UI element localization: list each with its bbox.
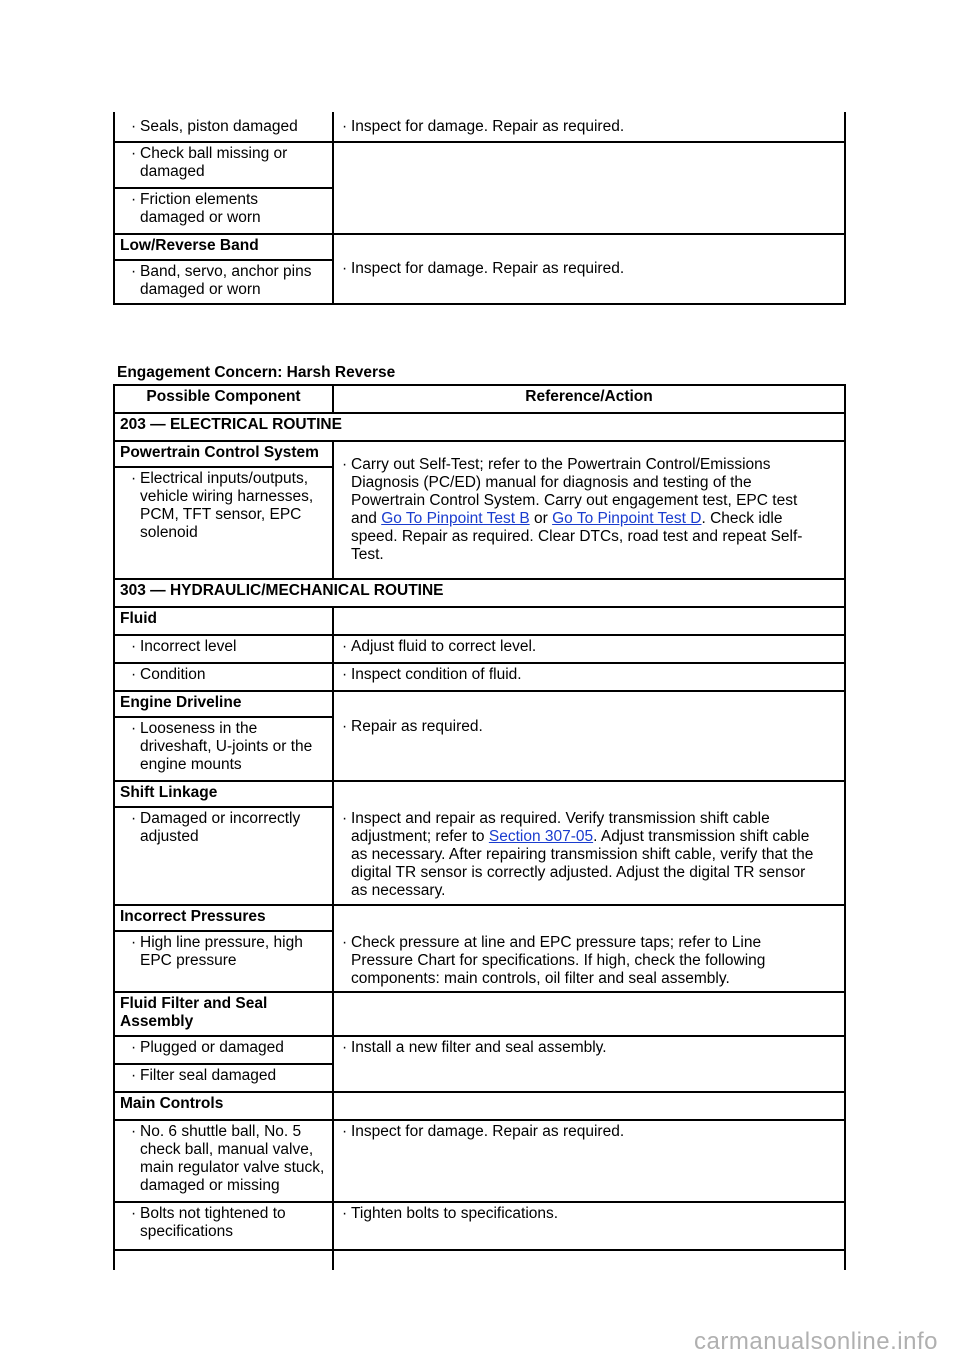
component-cell: · Filter seal damaged bbox=[114, 1064, 333, 1092]
action-cell-empty bbox=[333, 1250, 845, 1270]
component-cell: · No. 6 shuttle ball, No. 5 check ball, manual valve, main regulator valve stuck, damaged or missing bbox=[114, 1120, 333, 1202]
action-text: Repair as required. bbox=[351, 718, 483, 735]
section-header: Fluid bbox=[114, 607, 333, 635]
component-text: Bolts not tightened to specifications bbox=[140, 1205, 286, 1240]
section-307-05-link[interactable]: Section 307-05 bbox=[488, 828, 594, 845]
action-text: Inspect for damage. Repair as required. bbox=[351, 259, 625, 277]
action-text: Install a new filter and seal assembly. bbox=[351, 1039, 607, 1056]
action-cell: · Repair as required. bbox=[333, 691, 845, 781]
component-text: Incorrect level bbox=[140, 638, 237, 655]
component-text: Plugged or damaged bbox=[140, 1039, 284, 1056]
column-header: Reference/Action bbox=[333, 385, 845, 413]
action-cell: · Carry out Self-Test; refer to the Powertrain Control/Emissions Diagnosis (PC/ED) manual for diagnosis and testing of the Powertrain Control System. Carry out engagement test, EPC test and Go To Pinpoint Test B or Go To Pinpoint Test D. Check idle speed. Repair as required. Clear DTCs, road test and repeat Self-Test. bbox=[333, 441, 845, 579]
component-cell: · Bolts not tightened to specifications bbox=[114, 1202, 333, 1250]
action-cell-empty bbox=[333, 1092, 845, 1120]
section-header: Powertrain Control System bbox=[114, 441, 333, 467]
component-cell: · High line pressure, high EPC pressure bbox=[114, 931, 333, 992]
action-cell-empty bbox=[333, 607, 845, 635]
section-header: Shift Linkage bbox=[114, 781, 333, 807]
component-cell: · Band, servo, anchor pins damaged or worn bbox=[114, 260, 333, 304]
section-header: Main Controls bbox=[114, 1092, 333, 1120]
action-text: Carry out Self-Test; refer to the Powertrain Control/Emissions Diagnosis (PC/ED) manual for diagnosis and testing of the Powertrain Control System. Carry out engagement test, EPC test and Go To Pinpoint Test B or Go To Pinpoint Test D. Check idle speed. Repair as required. Clear DTCs, road test and repeat Self-Test. bbox=[351, 456, 803, 563]
action-text: Tighten bolts to specifications. bbox=[351, 1205, 559, 1222]
action-text: Inspect and repair as required. Verify transmission shift cable adjustment; refer to Section 307-05. Adjust transmission shift cable as necessary. After repairing transmission shift cable, verify that the digital TR sensor is correctly adjusted. Adjust the digital TR sensor as necessary. bbox=[351, 810, 814, 899]
continuation-table bbox=[113, 112, 846, 305]
section-header: Incorrect Pressures bbox=[114, 905, 333, 931]
action-cell-empty bbox=[333, 142, 845, 234]
component-text: Electrical inputs/outputs, vehicle wiring harnesses, PCM, TFT sensor, EPC solenoid bbox=[140, 470, 314, 541]
action-cell: · Inspect condition of fluid. bbox=[333, 663, 845, 691]
component-cell: · Incorrect level bbox=[114, 635, 333, 663]
component-text: Damaged or incorrectly adjusted bbox=[140, 810, 301, 845]
action-cell: · Check pressure at line and EPC pressure taps; refer to Line Pressure Chart for specifications. If high, check the following components: main controls, oil filter and seal assembly. bbox=[333, 905, 845, 992]
component-text: No. 6 shuttle ball, No. 5 check ball, manual valve, main regulator valve stuck, damaged or missing bbox=[140, 1123, 325, 1194]
action-cell: · Inspect for damage. Repair as required. bbox=[333, 1120, 845, 1202]
action-cell: · Inspect for damage. Repair as required. bbox=[333, 112, 845, 142]
component-cell: · Friction elements damaged or worn bbox=[114, 188, 333, 234]
component-cell: · Damaged or incorrectly adjusted bbox=[114, 807, 333, 905]
component-cell: · Looseness in the driveshaft, U-joints or the engine mounts bbox=[114, 717, 333, 781]
action-text: Inspect condition of fluid. bbox=[351, 666, 522, 683]
action-text: Check pressure at line and EPC pressure taps; refer to Line Pressure Chart for specifications. If high, check the following components: main controls, oil filter and seal assembly. bbox=[351, 934, 766, 987]
action-cell: · Tighten bolts to specifications. bbox=[333, 1202, 845, 1250]
table-caption: Engagement Concern: Harsh Reverse bbox=[117, 364, 396, 381]
component-text: Check ball missing or damaged bbox=[140, 145, 288, 180]
component-text: High line pressure, high EPC pressure bbox=[140, 934, 303, 970]
component-text: Filter seal damaged bbox=[140, 1067, 277, 1084]
pinpoint-test-b-link[interactable]: Go To Pinpoint Test B bbox=[381, 510, 530, 527]
component-cell: · Check ball missing or damaged bbox=[114, 142, 333, 188]
component-cell: · Plugged or damaged bbox=[114, 1036, 333, 1064]
action-cell: · Inspect for damage. Repair as required. bbox=[333, 234, 845, 304]
routine-header: 203 — ELECTRICAL ROUTINE bbox=[114, 413, 845, 441]
component-cell-empty bbox=[114, 1250, 333, 1270]
routine-header: 303 — HYDRAULIC/MECHANICAL ROUTINE bbox=[114, 579, 845, 607]
component-text: Band, servo, anchor pins damaged or worn bbox=[140, 263, 312, 298]
component-text: Condition bbox=[140, 666, 206, 683]
component-text: Seals, piston damaged bbox=[140, 118, 298, 135]
action-text: Adjust fluid to correct level. bbox=[351, 638, 537, 655]
action-cell: · Adjust fluid to correct level. bbox=[333, 635, 845, 663]
component-text: Looseness in the driveshaft, U-joints or the engine mounts bbox=[140, 720, 313, 773]
component-text: Friction elements damaged or worn bbox=[140, 191, 261, 226]
column-header: Possible Component bbox=[114, 385, 333, 413]
section-header: Engine Driveline bbox=[114, 691, 333, 717]
component-cell: · Condition bbox=[114, 663, 333, 691]
diagnostic-table bbox=[113, 384, 846, 1270]
action-cell: · Inspect and repair as required. Verify transmission shift cable adjustment; refer to Section 307-05. Adjust transmission shift cable as necessary. After repairing transmission shift cable, verify that the digital TR sensor is correctly adjusted. Adjust the digital TR sensor as necessary. bbox=[333, 781, 845, 905]
watermark: carmanualsonline.info bbox=[694, 1328, 938, 1355]
component-cell: · Electrical inputs/outputs, vehicle wiring harnesses, PCM, TFT sensor, EPC solenoid bbox=[114, 467, 333, 579]
pinpoint-test-d-link[interactable]: Go To Pinpoint Test D bbox=[552, 510, 702, 527]
component-cell: · Seals, piston damaged bbox=[114, 112, 333, 142]
section-header: Fluid Filter and Seal Assembly bbox=[114, 992, 333, 1036]
section-header: Low/Reverse Band bbox=[114, 234, 333, 260]
action-text: Inspect for damage. Repair as required. bbox=[351, 118, 625, 135]
action-cell: · Install a new filter and seal assembly. bbox=[333, 1036, 845, 1092]
action-text: Inspect for damage. Repair as required. bbox=[351, 1123, 625, 1140]
action-cell-empty bbox=[333, 992, 845, 1036]
